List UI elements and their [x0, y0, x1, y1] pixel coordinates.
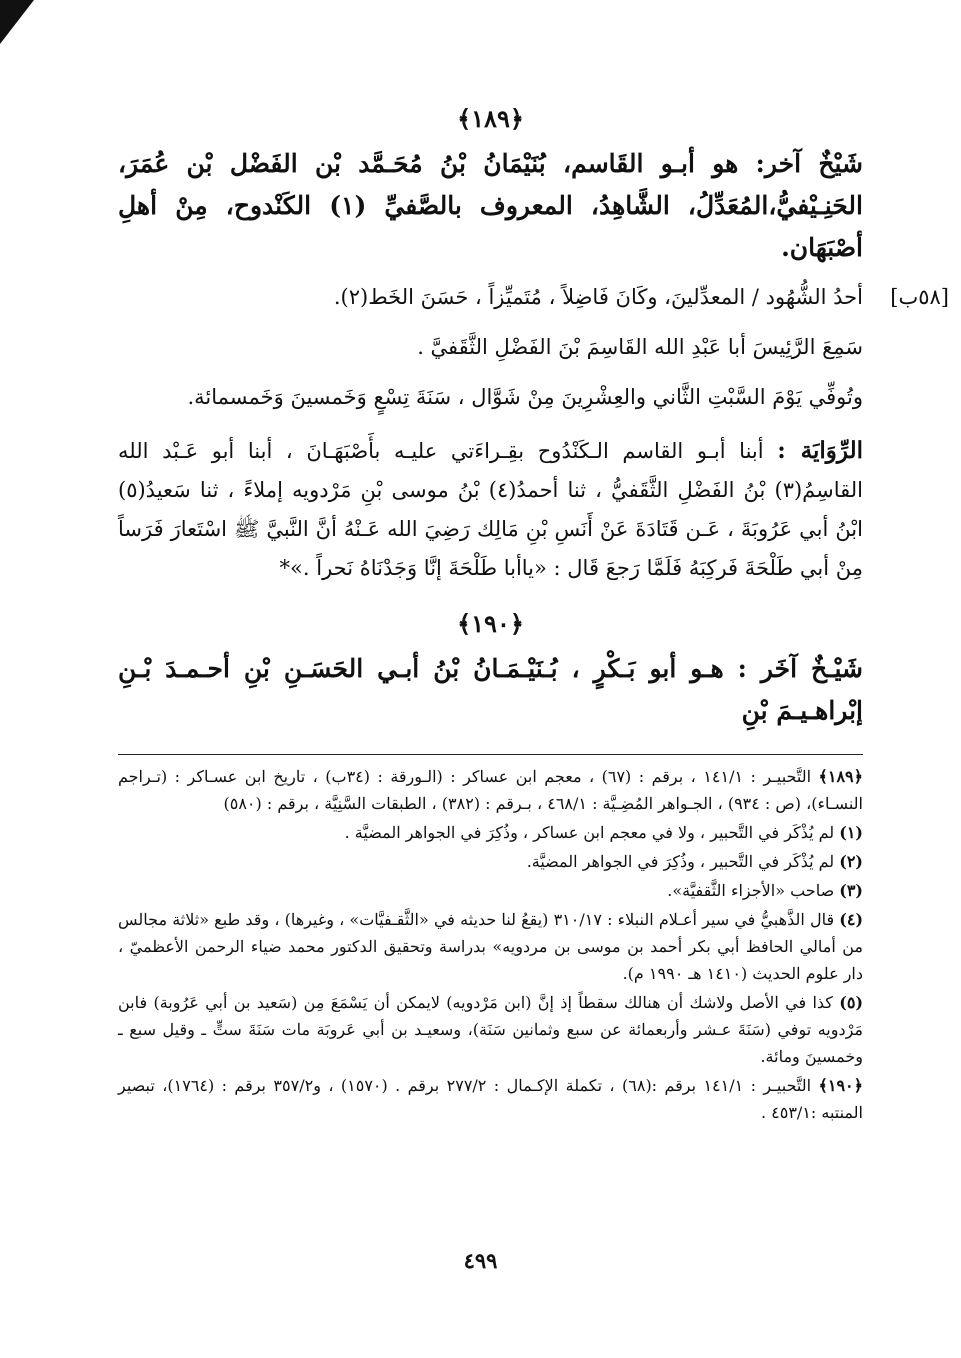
narration-paragraph [118, 431, 863, 588]
ornament-left-icon: ﴾ [457, 609, 472, 638]
narration-text: أبنا أبـو القاسم الـكَنْدُوح بقِـراءَتي عليـه بأَصْبَهَـانَ ، أبنا أبو عَـبْد الله القاسِمُ(٣) بْنُ الفَضْلِ الثَّقَفيُّ ، ثنا أحمدُ(٤) بْنُ موسى بْنِ مَرْدويه إملاءً ، ثنا سَعيدُ(٥) ابْنُ أبي عَرُوبَةَ ، عَـن قَتَادَةَ عَنْ أَنَسِ بْنِ مَالِك رَضِيَ الله عَـنْهُ أنَّ النَّبيَّ ﷺ اسْتَعارَ فَرَساً مِنْ أبي طَلْحَةَ فَركِبَهُ فَلَمَّا رَجعَ قَال : «ياأبا طَلْحَةَ إنَّا وَجَدْنَاهُ نَحراً .»* [118, 439, 863, 580]
paragraph-text: أحدُ الشُّهُود / المعدِّلينَ، وكَانَ فَاضِلاً ، مُتَميِّزاً ، حَسَنَ الخَط(٢). [333, 285, 863, 309]
footnote-1: (١) لم يُذْكَر في التَّحبير ، ولا في معجم ابن عساكر ، وذُكِرَ في الجواهر المضيَّة . [344, 823, 863, 842]
page-number: ٤٩٩ [463, 1248, 498, 1273]
narration-label: الرِّوَايَة : [777, 437, 863, 464]
folio-marker: [٥٨ب] [890, 285, 949, 309]
entry-number-190: ﴿١٩٠﴾ [457, 609, 524, 638]
ornament-left-icon: ﴾ [457, 104, 472, 133]
corner-mark [0, 0, 34, 44]
paragraph-shuhud [118, 275, 949, 319]
footnotes [118, 763, 863, 1126]
ornament-right-icon: ﴿ [509, 609, 524, 638]
footnote-3: (٣) صاحب «الأجزاء الثَّقفيَّة». [667, 881, 863, 900]
footnote-4: (٤) قال الذَّهبيُّ في سير أعـلام النبلاء : ٣١٠/١٧ (يقعُ لنا حديثه في «الثَّقـفيَّات» ، وغيرها) ، وقد طبع «ثلاثة مجالس من أمالي الحافظ أبي بكر أحمد بن موسى بن مردويه» بدراسة وتحقيق الدكتور محمد ضياء الرحمن الأعظميّ ، دار علوم الحديث (١٤١٠ هـ ١٩٩٠ م). [118, 910, 864, 983]
paragraph-samia: سَمِعَ الرَّئِيسَ أبا عَبْدِ الله القَاسِمَ بْنَ الفَضْلِ الثَّقَفيَّ . [417, 335, 863, 359]
paragraph-death: وتُوفِّي يَوْمَ السَّبْتِ الثَّاني والعِشْرِينَ مِنْ شَوَّال ، سَنَةَ تِسْعٍ وَخَمسينَ وَخَمسمائة. [187, 385, 863, 409]
footnote-5: (٥) كذا في الأصل ولاشك أن هنالك سقطاً إذ إنَّ (ابن مَرْدويه) لايمكن أن يَسْمَعَ مِن (سَعيد بن أبي عَرُوبة) فابن مَرْدويه توفي (سَنَةَ عـشر وأربعمائة عن سبع وثمانين سَنَة)، وسعيـد بن أبي عَروبَة مات سَنَةَ ستٍّ ـ وقيل سبع ـ وخمسينَ ومائة. [118, 993, 864, 1066]
page-body [118, 100, 949, 1128]
entry-heading-189: شَيْخٌ آخر: هو أبـو القَاسم، بُنَيْمَانُ بْنُ مُحَـمَّد بْن الفَضْل بْن عُمَرَ، الحَنِـيْفيُّ،المُعَدِّلُ، الشَّاهِدُ، المعروف بالصَّفيِّ (١) الكَنْدوح، مِنْ أهلِ أصْبَهَان. [118, 149, 863, 262]
entry-number-189: ﴿١٨٩﴾ [457, 104, 524, 133]
footnote-divider [118, 754, 863, 755]
footnote-2: (٢) لم يُذْكَر في التَّحبير ، وذُكِرَ في الجواهر المضيَّة. [526, 852, 863, 871]
entry-heading-190: شَيْـخٌ آخَر : هـو أبو بَـكْرٍ ، بُـنَيْـمَـانُ بْنُ أبـي الحَسَـنِ بْنِ أحـمـدَ بْـنِ إبْراهـيـمَ بْنِ [118, 654, 863, 725]
footnote-189: ﴿١٨٩﴾ التَّحبيـر : ١٤١/١ ، برقم : (٦٧) ، معجم ابن عساكر : (الـورقة : (٣٤ب) ، تاريخ ابن عسـاكر : (تـراجم النسـاء)، (ص : ٩٣٤) ، الجـواهر المُضِـيَّة : ٤٦٨/١ ، بـرقم : (٣٨٢) ، الطبقات السَّنِيَّة ، برقم : (٥٨٠) [118, 767, 864, 813]
ornament-right-icon: ﴿ [509, 104, 524, 133]
footnote-190: ﴿١٩٠﴾ التَّحبيـر : ١٤١/١ برقم :(٦٨) ، تكملة الإكـمال : ٢٧٧/٢ برقم . (١٥٧٠) ، و٣٥٧/٢ برقم : (١٧٦٤)، تبصير المنتبه :٤٥٣/١ . [118, 1076, 863, 1122]
